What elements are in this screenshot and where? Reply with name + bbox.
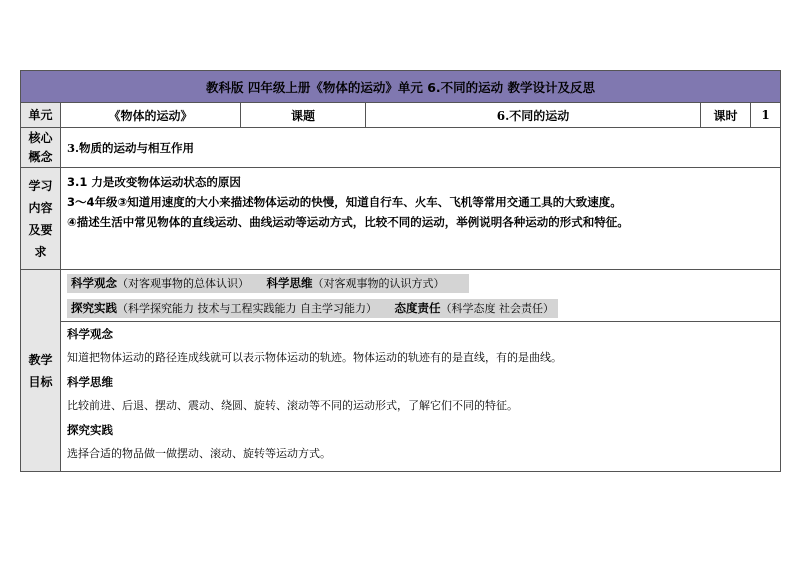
- core-label-line2: 概念: [28, 149, 53, 164]
- core-concept-row: [21, 128, 781, 168]
- goal-text: 选择合适的物品做一做摆动、滚动、旋转等运动方式。: [67, 447, 331, 460]
- requirements-label: [21, 168, 61, 270]
- requirements-content: [61, 168, 781, 270]
- topic-label: 课题: [241, 103, 366, 128]
- goal-text: 比较前进、后退、摆动、震动、绕圆、旋转、滚动等不同的运动形式，了解它们不同的特征。: [67, 399, 518, 412]
- requirement-line-speed: 3～4年级③知道用速度的大小来描述物体运动的快慢，知道自行车、火车、飞机等常用交通工具的大致速度。: [67, 195, 622, 209]
- goals-category-line: [67, 274, 774, 293]
- goal-heading: 探究实践: [67, 423, 113, 437]
- period-label: 课时: [701, 103, 751, 128]
- document-title: 教科版 四年级上册《物体的运动》单元 6.不同的运动 教学设计及反思: [21, 71, 781, 103]
- core-concept-label: [21, 128, 61, 168]
- goals-label-line2: 目标: [28, 374, 53, 389]
- unit-label: 单元: [21, 103, 61, 128]
- unit-value: 《物体的运动》: [61, 103, 241, 128]
- goal-heading: 科学思维: [67, 375, 113, 389]
- goals-summary-row: [21, 270, 781, 322]
- goals-details: [61, 322, 781, 472]
- topic-value: 6.不同的运动: [366, 103, 701, 128]
- goal-text: 知道把物体运动的路径连成线就可以表示物体运动的轨迹。物体运动的轨迹有的是直线，有的是曲线。: [67, 351, 562, 364]
- category-pill: 科学观念（对客观事物的总体认识） 科学思维（对客观事物的认识方式）: [67, 274, 469, 293]
- requirement-heading: 3.1 力是改变物体运动状态的原因: [67, 175, 241, 189]
- goals-label: [21, 270, 61, 472]
- req-label-line: 内容: [28, 200, 53, 215]
- period-value: 1: [751, 103, 781, 128]
- req-label-line: 求: [34, 244, 47, 259]
- goals-category-line: [67, 299, 774, 318]
- title-row: [21, 71, 781, 103]
- lesson-plan-document: [20, 70, 780, 472]
- requirements-row: [21, 168, 781, 270]
- goals-label-line1: 教学: [28, 352, 53, 367]
- header-row: [21, 103, 781, 128]
- goals-detail-row: [21, 322, 781, 472]
- req-label-line: 及要: [28, 222, 53, 237]
- goals-categories: [61, 270, 781, 322]
- category-pill: 探究实践（科学探究能力 技术与工程实践能力 自主学习能力） 态度责任（科学态度 社会责任）: [67, 299, 558, 318]
- goal-heading: 科学观念: [67, 327, 113, 341]
- req-label-line: 学习: [28, 178, 53, 193]
- core-concept-text: 3.物质的运动与相互作用: [61, 128, 781, 168]
- lesson-plan-table: [20, 70, 781, 472]
- requirement-line-motion: ④描述生活中常见物体的直线运动、曲线运动等运动方式，比较不同的运动，举例说明各种运动的形式和特征。: [67, 215, 629, 229]
- core-label-line1: 核心: [28, 130, 53, 145]
